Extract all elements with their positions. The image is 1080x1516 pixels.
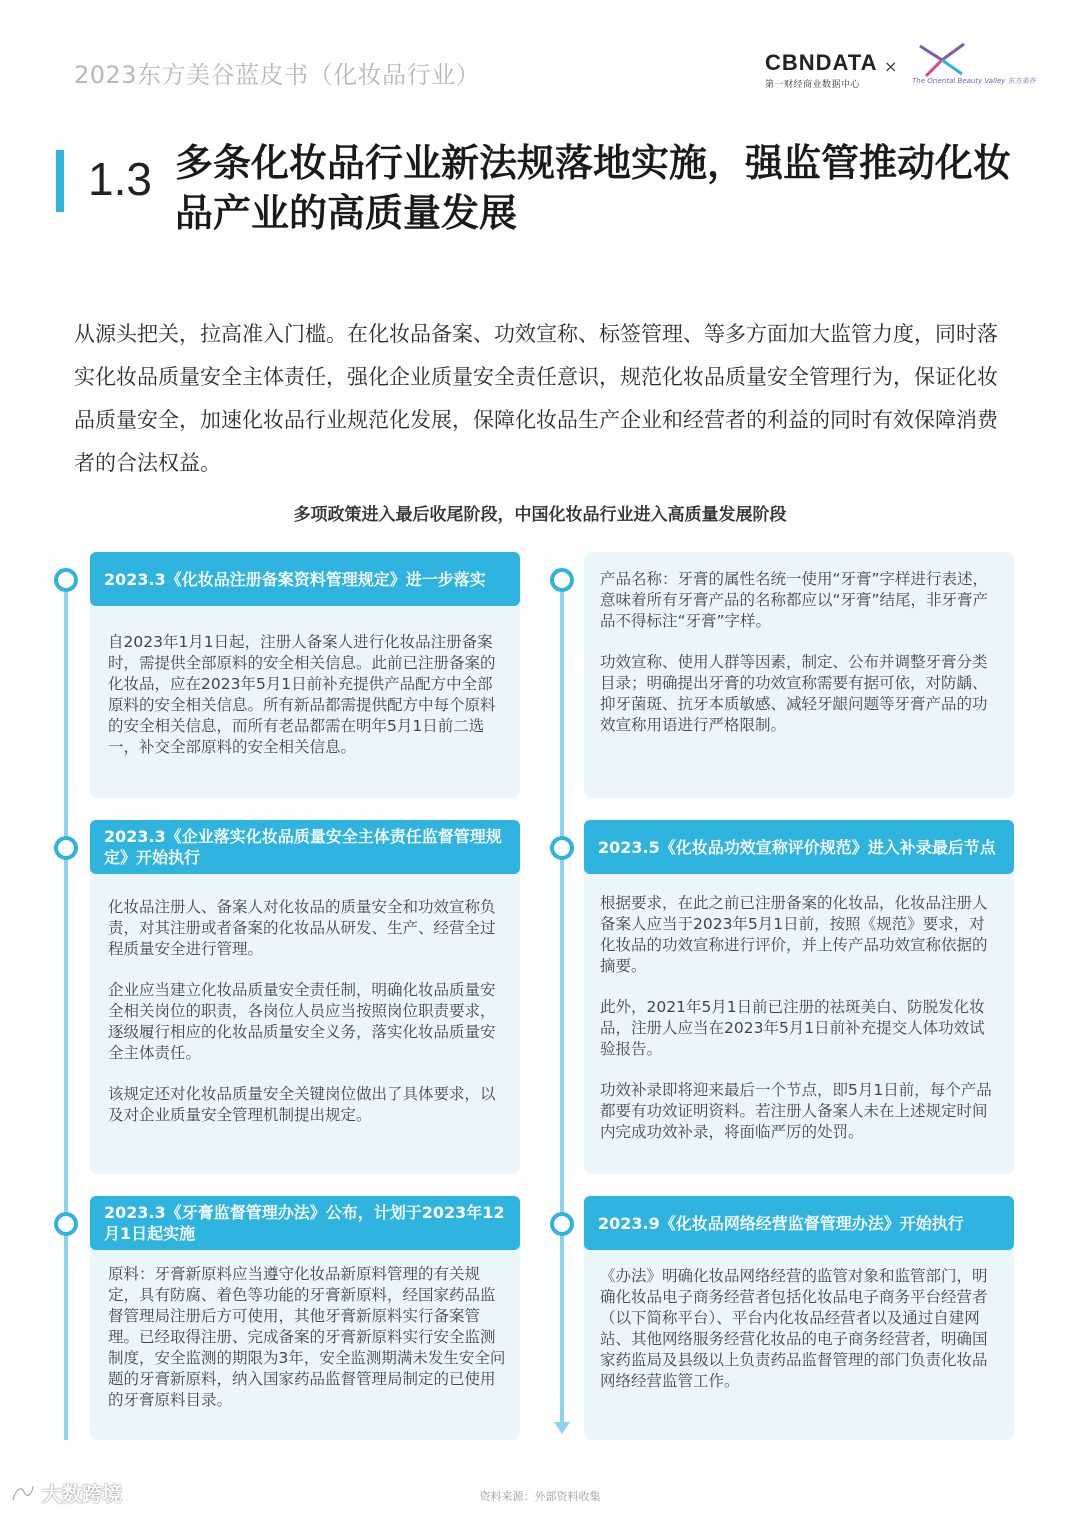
left-timeline-line xyxy=(64,578,68,1440)
card-paragraph: 自2023年1月1日起，注册人备案人进行化妆品注册备案时，需提供全部原料的安全相关信息。此前已注册备案的化妆品，应在2023年5月1日前补充提供产品配方中全部原料的安全相关信息。所有新品都需提供配方中每个原料的安全相关信息，而所有老品都需在明年5月1日前二选一，补交全部原料的安全相关信息。 xyxy=(108,633,496,756)
partner-logo-sub: The Oriental Beauty Valley 东方美谷 xyxy=(912,77,1036,85)
timeline-dot xyxy=(550,836,574,860)
watermark xyxy=(10,1478,122,1507)
cbndata-logo xyxy=(765,50,878,90)
source-note: 资料来源：外部资料收集 xyxy=(479,1490,601,1503)
timeline-dot xyxy=(550,568,574,592)
section-title: 多条化妆品行业新法规落地实施，强监管推动化妆品产业的高质量发展 xyxy=(175,141,1012,235)
watermark-text: 大数跨境 xyxy=(42,1482,122,1506)
card-paragraph: 产品名称：牙膏的属性名统一使用“牙膏”字样进行表述，意味着所有牙膏产品的名称都应以“牙膏”结尾，非牙膏产品不得标注“牙膏”字样。 xyxy=(600,570,989,630)
section-accent-bar xyxy=(56,150,64,212)
timeline-arrow-icon xyxy=(554,1422,570,1434)
timeline-dot xyxy=(54,1212,78,1236)
policy-card-title: 2023.3《化妆品注册备案资料管理规定》进一步落实 xyxy=(90,552,520,606)
timeline-dot xyxy=(550,1212,574,1236)
watermark-logo-icon xyxy=(10,1482,36,1504)
policy-card-body xyxy=(108,1264,508,1411)
card-paragraph: 企业应当建立化妆品质量安全责任制，明确化妆品质量安全相关岗位的职责，各岗位人员应当按照岗位职责要求，逐级履行相应的化妆品质量安全义务，落实化妆品质量安全主体责任。 xyxy=(108,981,496,1062)
section-number: 1.3 xyxy=(88,153,152,205)
timeline-dot xyxy=(54,836,78,860)
logo-separator: × xyxy=(884,57,898,76)
card-paragraph: 原料：牙膏新原料应当遵守化妆品新原料管理的有关规定，具有防腐、着色等功能的牙膏新原料，经国家药品监督管理局注册后方可使用，其他牙膏新原料实行备案管理。已经取得注册、完成备案的牙膏新原料实行安全监测制度，安全监测的期限为3年，安全监测期满未发生安全问题的牙膏新原料，纳入国家药品监督管理局制定的已使用的牙膏原料目录。 xyxy=(108,1265,506,1409)
report-title: 2023东方美谷蓝皮书（化妆品行业） xyxy=(74,61,481,89)
intro-paragraph: 从源头把关，拉高准入门槛。在化妆品备案、功效宣称、标签管理、等多方面加大监管力度，同时落实化妆品质量安全主体责任，强化企业质量安全责任意识，规范化妆品质量安全管理行为，保证化妆品质量安全，加速化妆品行业规范化发展，保障化妆品生产企业和经营者的利益的同时有效保障消费者的合法权益。 xyxy=(74,322,998,475)
policy-card-title: 2023.3《企业落实化妆品质量安全主体责任监督管理规定》开始执行 xyxy=(90,820,520,874)
card-paragraph: 功效补录即将迎来最后一个节点，即5月1日前，每个产品都要有功效证明资料。若注册人备案人未在上述规定时间内完成功效补录，将面临严厉的处罚。 xyxy=(600,1081,992,1141)
card-paragraph: 此外，2021年5月1日前已注册的祛斑美白、防脱发化妆品，注册人应当在2023年5月1日前补充提交人体功效试验报告。 xyxy=(600,998,985,1058)
policy-card-body xyxy=(108,632,508,758)
card-paragraph: 《办法》明确化妆品网络经营的监管对象和监管部门，明确化妆品电子商务经营者包括化妆品电子商务平台经营者（以下简称平台）、平台内化妆品经营者以及通过自建网站、其他网络服务经营化妆品的电子商务经营者，明确国家药监局及县级以上负责药品监督管理的部门负责化妆品网络经营监管工作。 xyxy=(600,1267,988,1390)
card-paragraph: 该规定还对化妆品质量安全关键岗位做出了具体要求，以及对企业质量安全管理机制提出规定。 xyxy=(108,1085,496,1124)
policy-card-title: 2023.9《化妆品网络经营监督管理办法》开始执行 xyxy=(584,1196,1014,1250)
oriental-beauty-valley-logo xyxy=(912,42,1036,92)
timeline-dot xyxy=(54,568,78,592)
policy-card-body xyxy=(600,569,1000,736)
timeline-heading: 多项政策进入最后收尾阶段，中国化妆品行业进入高质量发展阶段 xyxy=(293,505,787,525)
policy-card-title: 2023.5《化妆品功效宣称评价规范》进入补录最后节点 xyxy=(584,820,1014,874)
policy-card-body xyxy=(108,897,508,1126)
right-timeline-line xyxy=(560,578,564,1424)
card-paragraph: 化妆品注册人、备案人对化妆品的质量安全和功效宣称负责，对其注册或者备案的化妆品从研发、生产、经营全过程质量安全进行管理。 xyxy=(108,898,496,958)
cbndata-logo-text: CBNDATA xyxy=(765,50,878,75)
card-paragraph: 功效宣称、使用人群等因素，制定、公布并调整牙膏分类目录；明确提出牙膏的功效宣称需要有据可依，对防龋、抑牙菌斑、抗牙本质敏感、减轻牙龈问题等牙膏产品的功效宣称用语进行严格限制。 xyxy=(600,653,988,734)
policy-card-body xyxy=(600,893,1000,1143)
policy-card-title: 2023.3《牙膏监督管理办法》公布，计划于2023年12月1日起实施 xyxy=(90,1196,520,1250)
cbndata-logo-sub: 第一财经商业数据中心 xyxy=(765,80,861,90)
card-paragraph: 根据要求，在此之前已注册备案的化妆品，化妆品注册人备案人应当于2023年5月1日前，按照《规范》要求，对化妆品的功效宣称进行评价，并上传产品功效宣称依据的摘要。 xyxy=(600,894,988,975)
policy-card-body xyxy=(600,1266,1000,1392)
star-logo-icon xyxy=(912,42,972,78)
